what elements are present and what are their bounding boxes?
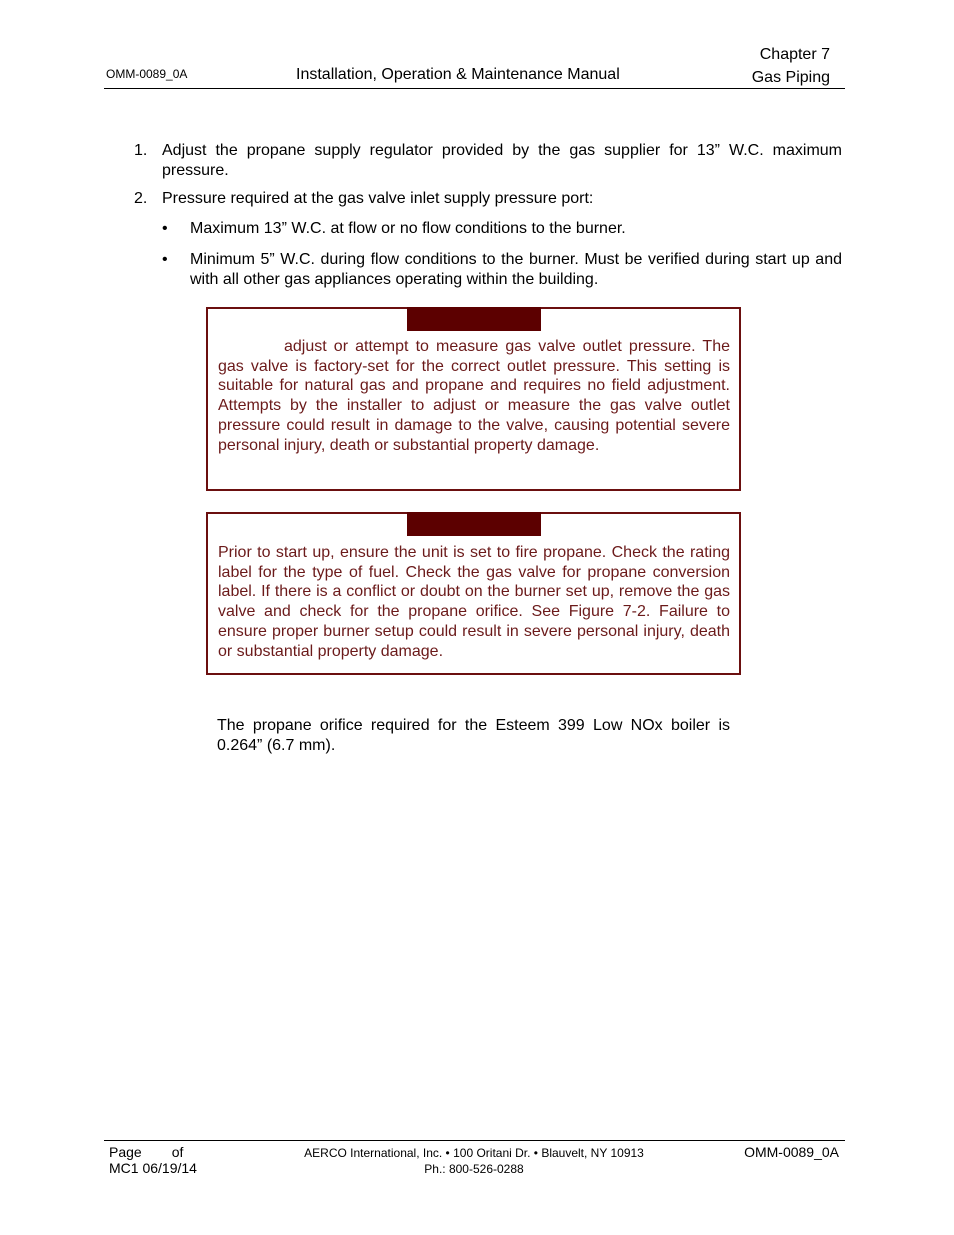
- step-text: Pressure required at the gas valve inlet supply pressure port:: [162, 190, 594, 207]
- header-doc-number: OMM-0089_0A: [106, 67, 188, 81]
- footer-phone: Ph.: 800-526-0288: [424, 1162, 524, 1176]
- footer-page-line: [109, 1144, 197, 1160]
- step-text: Adjust the propane supply regulator provided by the gas supplier for 13” W.C. maximum pressure.: [162, 142, 842, 179]
- header-section: Gas Piping: [751, 69, 830, 86]
- header-chapter: Chapter 7: [759, 46, 830, 63]
- bullet-text: Maximum 13” W.C. at flow or no flow conditions to the burner.: [190, 220, 626, 237]
- step-number: 2.: [134, 190, 148, 207]
- footer-page-label: Page: [109, 1144, 142, 1160]
- orifice-note: The propane orifice required for the Esteem 399 Low NOx boiler is 0.264” (6.7 mm).: [217, 717, 730, 754]
- warning-box: [206, 307, 741, 491]
- caution-text: Prior to start up, ensure the unit is set to fire propane. Check the rating label for the type of fuel. Check the gas valve for propane conversion label. If there is a conflict or doubt on the burner set up, remove the gas valve and check for the propane orifice. See Figure 7-2. Failure to ensure proper burner setup could result in severe personal injury, death or substantial property damage.: [218, 544, 730, 660]
- step-number: 1.: [134, 142, 148, 159]
- bullet-symbol: •: [162, 220, 168, 237]
- footer-company-line: AERCO International, Inc. • 100 Oritani Dr. • Blauvelt, NY 10913: [304, 1146, 644, 1160]
- header-rule: [104, 88, 845, 89]
- header-manual-title: Installation, Operation & Maintenance Manual: [296, 66, 620, 83]
- footer-page-info: [109, 1144, 197, 1176]
- footer-rule: [104, 1140, 845, 1141]
- footer-revision: MC1 06/19/14: [109, 1160, 197, 1176]
- bullet-symbol: •: [162, 251, 168, 268]
- footer-doc-number: OMM-0089_0A: [744, 1144, 839, 1160]
- footer-of-label: of: [171, 1144, 184, 1160]
- header-chapter-block: [752, 43, 830, 89]
- footer-company-info: [274, 1145, 674, 1177]
- bullet-text: Minimum 5” W.C. during flow conditions to the burner. Must be verified during start up and with all other gas appliances operating within the building.: [190, 251, 842, 288]
- caution-label-tab: [407, 512, 541, 536]
- warning-label-tab: [407, 307, 541, 331]
- caution-box: [206, 512, 741, 675]
- warning-text: adjust or attempt to measure gas valve outlet pressure. The gas valve is factory-set for the correct outlet pressure. This setting is suitable for natural gas and propane and requires no field adjustment. Attempts by the installer to adjust or measure the gas valve outlet pressure could result in damage to the valve, causing potential severe personal injury, death or substantial property damage.: [218, 338, 730, 454]
